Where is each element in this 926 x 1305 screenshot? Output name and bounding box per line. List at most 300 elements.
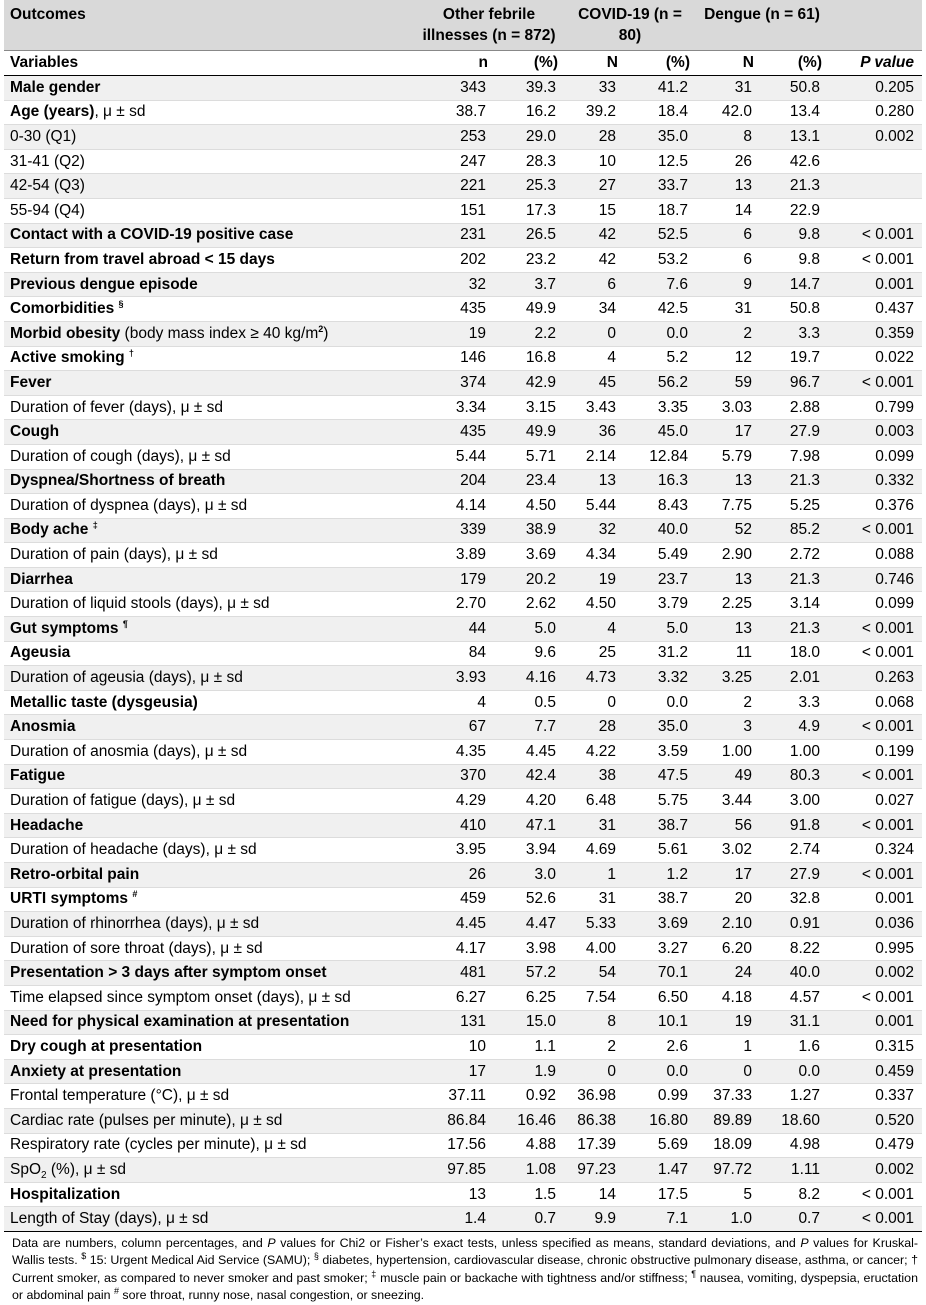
cell-n-covid: 4.00 bbox=[564, 936, 624, 961]
variable-label bbox=[4, 420, 414, 445]
variable-name: Duration of cough (days), μ ± sd bbox=[10, 447, 231, 465]
cell-pct-covid: 17.5 bbox=[624, 1182, 696, 1207]
cell-n-other: 6.27 bbox=[414, 985, 494, 1010]
table-row bbox=[4, 76, 922, 101]
cell-pct-other: 39.3 bbox=[494, 76, 564, 101]
variable-label bbox=[4, 125, 414, 150]
cell-n-covid: 4.22 bbox=[564, 740, 624, 765]
cell-p-value: < 0.001 bbox=[828, 715, 922, 740]
variable-name: URTI symptoms bbox=[10, 890, 128, 908]
footnote-text: nausea, vomiting, dyspepsia, eructation or abdominal pain bbox=[12, 1270, 918, 1303]
cell-pct-covid: 3.79 bbox=[624, 592, 696, 617]
cell-n-covid: 19 bbox=[564, 567, 624, 592]
table-row bbox=[4, 469, 922, 494]
cell-pct-dengue: 18.60 bbox=[760, 1108, 828, 1133]
cell-n-dengue: 6.20 bbox=[696, 936, 760, 961]
cell-n-dengue: 5.79 bbox=[696, 444, 760, 469]
variable-name: Duration of headache (days), μ ± sd bbox=[10, 841, 257, 859]
variable-label bbox=[4, 297, 414, 322]
variable-name: Metallic taste (dysgeusia) bbox=[10, 693, 198, 711]
cell-n-covid: 31 bbox=[564, 813, 624, 838]
cell-pct-covid: 41.2 bbox=[624, 76, 696, 101]
cell-n-covid: 6 bbox=[564, 272, 624, 297]
variable-label bbox=[4, 985, 414, 1010]
footnote-text: 15: Urgent Medical Aid Service (SAMU); bbox=[86, 1253, 314, 1268]
variable-qualifier: , μ ± sd bbox=[94, 103, 146, 121]
col-p-value: P value bbox=[828, 51, 922, 76]
footnote-text: diabetes, hypertension, cardiovascular disease, chronic obstructive pulmonary disease, asthma, or cancer; † Current smoker, as compared to never smoker and past smoker; bbox=[12, 1253, 918, 1285]
cell-pct-covid: 23.7 bbox=[624, 567, 696, 592]
cell-pct-dengue: 21.3 bbox=[760, 567, 828, 592]
cell-n-covid: 8 bbox=[564, 1010, 624, 1035]
cell-p-value: 0.003 bbox=[828, 420, 922, 445]
cell-n-dengue: 97.72 bbox=[696, 1158, 760, 1183]
cell-n-dengue: 18.09 bbox=[696, 1133, 760, 1158]
cell-p-value bbox=[828, 174, 922, 199]
cell-n-other: 13 bbox=[414, 1182, 494, 1207]
table-row bbox=[4, 1035, 922, 1060]
cell-n-dengue: 8 bbox=[696, 125, 760, 150]
table-row bbox=[4, 813, 922, 838]
cell-pct-covid: 33.7 bbox=[624, 174, 696, 199]
variable-label bbox=[4, 100, 414, 125]
cell-n-dengue: 6 bbox=[696, 248, 760, 273]
cell-pct-dengue: 3.3 bbox=[760, 690, 828, 715]
cell-pct-covid: 10.1 bbox=[624, 1010, 696, 1035]
table-row bbox=[4, 198, 922, 223]
cell-p-value: 0.022 bbox=[828, 346, 922, 371]
variable-label bbox=[4, 887, 414, 912]
table-row bbox=[4, 863, 922, 888]
cell-p-value: 0.205 bbox=[828, 76, 922, 101]
variable-label bbox=[4, 1108, 414, 1133]
cell-n-other: 410 bbox=[414, 813, 494, 838]
cell-pct-dengue: 4.98 bbox=[760, 1133, 828, 1158]
cell-n-other: 3.95 bbox=[414, 838, 494, 863]
cell-p-value: < 0.001 bbox=[828, 863, 922, 888]
cell-pct-covid: 8.43 bbox=[624, 494, 696, 519]
table-row bbox=[4, 223, 922, 248]
cell-p-value: 0.002 bbox=[828, 961, 922, 986]
cell-pct-covid: 0.0 bbox=[624, 321, 696, 346]
variable-label bbox=[4, 149, 414, 174]
variable-label bbox=[4, 518, 414, 543]
footnote-marker: † bbox=[128, 348, 134, 359]
table-row bbox=[4, 961, 922, 986]
cell-pct-covid: 5.49 bbox=[624, 543, 696, 568]
cell-pct-covid: 3.27 bbox=[624, 936, 696, 961]
table-row bbox=[4, 985, 922, 1010]
cell-n-other: 5.44 bbox=[414, 444, 494, 469]
cell-p-value: 0.068 bbox=[828, 690, 922, 715]
cell-p-value: 0.001 bbox=[828, 887, 922, 912]
cell-pct-covid: 40.0 bbox=[624, 518, 696, 543]
variable-name: Duration of anosmia (days), μ ± sd bbox=[10, 742, 248, 760]
table-row bbox=[4, 740, 922, 765]
cell-pct-covid: 47.5 bbox=[624, 764, 696, 789]
cell-pct-covid: 70.1 bbox=[624, 961, 696, 986]
cell-pct-other: 49.9 bbox=[494, 420, 564, 445]
cell-p-value: 0.001 bbox=[828, 272, 922, 297]
cell-n-dengue: 42.0 bbox=[696, 100, 760, 125]
variable-name: Retro-orbital pain bbox=[10, 865, 140, 883]
cell-pct-other: 5.71 bbox=[494, 444, 564, 469]
cell-pct-other: 17.3 bbox=[494, 198, 564, 223]
variable-label bbox=[4, 543, 414, 568]
cell-pct-dengue: 7.98 bbox=[760, 444, 828, 469]
variable-label bbox=[4, 346, 414, 371]
variable-label bbox=[4, 789, 414, 814]
cell-p-value: 0.437 bbox=[828, 297, 922, 322]
variable-label bbox=[4, 1010, 414, 1035]
cell-pct-covid: 42.5 bbox=[624, 297, 696, 322]
cell-n-dengue: 3.03 bbox=[696, 395, 760, 420]
cell-p-value: 0.359 bbox=[828, 321, 922, 346]
cell-pct-covid: 7.6 bbox=[624, 272, 696, 297]
table-row bbox=[4, 666, 922, 691]
variable-label bbox=[4, 321, 414, 346]
cell-p-value: < 0.001 bbox=[828, 248, 922, 273]
variable-label bbox=[4, 813, 414, 838]
cell-n-covid: 31 bbox=[564, 887, 624, 912]
cell-n-dengue: 2 bbox=[696, 690, 760, 715]
cell-n-other: 435 bbox=[414, 297, 494, 322]
table-row bbox=[4, 764, 922, 789]
cell-n-covid: 4.34 bbox=[564, 543, 624, 568]
table-body bbox=[4, 76, 922, 1232]
table-row bbox=[4, 936, 922, 961]
cell-n-dengue: 56 bbox=[696, 813, 760, 838]
variable-label bbox=[4, 1133, 414, 1158]
cell-pct-covid: 35.0 bbox=[624, 715, 696, 740]
cell-n-covid: 1 bbox=[564, 863, 624, 888]
cell-n-dengue: 3.44 bbox=[696, 789, 760, 814]
table-row bbox=[4, 420, 922, 445]
footnote-symbol: ‡ bbox=[371, 1268, 377, 1279]
cell-pct-dengue: 2.72 bbox=[760, 543, 828, 568]
cell-pct-other: 4.45 bbox=[494, 740, 564, 765]
cell-n-dengue: 1 bbox=[696, 1035, 760, 1060]
cell-n-dengue: 17 bbox=[696, 420, 760, 445]
cell-pct-covid: 12.84 bbox=[624, 444, 696, 469]
cell-n-dengue: 89.89 bbox=[696, 1108, 760, 1133]
cell-pct-covid: 3.59 bbox=[624, 740, 696, 765]
cell-p-value: 0.315 bbox=[828, 1035, 922, 1060]
cell-n-other: 3.89 bbox=[414, 543, 494, 568]
cell-pct-other: 25.3 bbox=[494, 174, 564, 199]
cell-n-dengue: 13 bbox=[696, 567, 760, 592]
cell-n-covid: 5.44 bbox=[564, 494, 624, 519]
cell-pct-other: 42.4 bbox=[494, 764, 564, 789]
cell-n-dengue: 59 bbox=[696, 371, 760, 396]
variable-label bbox=[4, 1158, 414, 1183]
variable-name: Need for physical examination at presentation bbox=[10, 1013, 350, 1031]
cell-n-covid: 34 bbox=[564, 297, 624, 322]
cell-n-covid: 36 bbox=[564, 420, 624, 445]
cell-p-value: 0.099 bbox=[828, 444, 922, 469]
cell-n-other: 26 bbox=[414, 863, 494, 888]
variable-name: Cardiac rate (pulses per minute), μ ± sd bbox=[10, 1111, 283, 1129]
cell-n-other: 2.70 bbox=[414, 592, 494, 617]
cell-n-other: 4.35 bbox=[414, 740, 494, 765]
cell-n-other: 370 bbox=[414, 764, 494, 789]
cell-pct-other: 4.50 bbox=[494, 494, 564, 519]
variable-label bbox=[4, 715, 414, 740]
cell-pct-covid: 1.2 bbox=[624, 863, 696, 888]
variable-label bbox=[4, 223, 414, 248]
table-row bbox=[4, 1158, 922, 1183]
cell-n-covid: 2 bbox=[564, 1035, 624, 1060]
cell-pct-other: 3.7 bbox=[494, 272, 564, 297]
cell-pct-covid: 12.5 bbox=[624, 149, 696, 174]
cell-pct-other: 0.7 bbox=[494, 1207, 564, 1232]
variable-name: Age (years) bbox=[10, 103, 95, 121]
cell-pct-other: 16.46 bbox=[494, 1108, 564, 1133]
cell-n-dengue: 12 bbox=[696, 346, 760, 371]
cell-n-covid: 0 bbox=[564, 1059, 624, 1084]
cell-n-dengue: 6 bbox=[696, 223, 760, 248]
cell-n-covid: 6.48 bbox=[564, 789, 624, 814]
cell-pct-dengue: 2.88 bbox=[760, 395, 828, 420]
cell-pct-dengue: 9.8 bbox=[760, 223, 828, 248]
footnote-symbol: ¶ bbox=[691, 1268, 697, 1279]
cell-p-value: 0.280 bbox=[828, 100, 922, 125]
cell-n-dengue: 1.0 bbox=[696, 1207, 760, 1232]
variable-name: 31-41 (Q2) bbox=[10, 152, 85, 170]
cell-pct-covid: 6.50 bbox=[624, 985, 696, 1010]
cell-pct-other: 4.88 bbox=[494, 1133, 564, 1158]
cell-pct-covid: 18.4 bbox=[624, 100, 696, 125]
cell-n-other: 204 bbox=[414, 469, 494, 494]
cell-n-other: 17.56 bbox=[414, 1133, 494, 1158]
footnote-text: Data are numbers, column percentages, and bbox=[12, 1235, 268, 1250]
table-row bbox=[4, 518, 922, 543]
cell-n-dengue: 4.18 bbox=[696, 985, 760, 1010]
cell-pct-dengue: 40.0 bbox=[760, 961, 828, 986]
table-row bbox=[4, 1108, 922, 1133]
cell-n-dengue: 2.10 bbox=[696, 912, 760, 937]
cell-n-dengue: 31 bbox=[696, 76, 760, 101]
cell-pct-dengue: 13.4 bbox=[760, 100, 828, 125]
cell-p-value: < 0.001 bbox=[828, 813, 922, 838]
variable-name: Frontal temperature (°C), μ ± sd bbox=[10, 1087, 230, 1105]
cell-p-value: < 0.001 bbox=[828, 518, 922, 543]
cell-pct-covid: 16.3 bbox=[624, 469, 696, 494]
table-row bbox=[4, 371, 922, 396]
cell-pct-covid: 45.0 bbox=[624, 420, 696, 445]
cell-n-other: 38.7 bbox=[414, 100, 494, 125]
cell-p-value: < 0.001 bbox=[828, 1182, 922, 1207]
variable-name: 42-54 (Q3) bbox=[10, 177, 85, 195]
variable-name: 55-94 (Q4) bbox=[10, 201, 85, 219]
variable-label bbox=[4, 617, 414, 642]
variable-qualifier: (%), μ ± sd bbox=[46, 1160, 127, 1178]
cell-pct-dengue: 1.00 bbox=[760, 740, 828, 765]
variable-label bbox=[4, 838, 414, 863]
cell-pct-other: 6.25 bbox=[494, 985, 564, 1010]
cell-pct-other: 49.9 bbox=[494, 297, 564, 322]
cell-pct-other: 3.94 bbox=[494, 838, 564, 863]
cell-n-covid: 86.38 bbox=[564, 1108, 624, 1133]
variable-label bbox=[4, 1207, 414, 1232]
cell-n-covid: 42 bbox=[564, 248, 624, 273]
cell-n-other: 37.11 bbox=[414, 1084, 494, 1109]
cell-p-value: 0.332 bbox=[828, 469, 922, 494]
cell-n-covid: 14 bbox=[564, 1182, 624, 1207]
variable-label bbox=[4, 248, 414, 273]
cell-n-other: 10 bbox=[414, 1035, 494, 1060]
cell-n-covid: 42 bbox=[564, 223, 624, 248]
cell-n-other: 4.45 bbox=[414, 912, 494, 937]
cell-pct-dengue: 85.2 bbox=[760, 518, 828, 543]
variable-qualifier: (body mass index ≥ 40 kg/m bbox=[120, 324, 319, 342]
table-row bbox=[4, 592, 922, 617]
variable-label bbox=[4, 371, 414, 396]
cell-p-value: 0.995 bbox=[828, 936, 922, 961]
variable-name: Previous dengue episode bbox=[10, 275, 198, 293]
cell-n-covid: 33 bbox=[564, 76, 624, 101]
cell-n-covid: 4.73 bbox=[564, 666, 624, 691]
cell-n-other: 4.17 bbox=[414, 936, 494, 961]
cell-n-dengue: 13 bbox=[696, 617, 760, 642]
cell-n-dengue: 19 bbox=[696, 1010, 760, 1035]
cell-pct-other: 26.5 bbox=[494, 223, 564, 248]
variable-name: 0-30 (Q1) bbox=[10, 127, 77, 145]
col-pct-dengue: (%) bbox=[760, 51, 828, 76]
variable-name: Length of Stay (days), μ ± sd bbox=[10, 1210, 209, 1228]
cell-n-covid: 28 bbox=[564, 715, 624, 740]
cell-pct-dengue: 4.57 bbox=[760, 985, 828, 1010]
table-row bbox=[4, 1133, 922, 1158]
cell-pct-covid: 18.7 bbox=[624, 198, 696, 223]
variable-name: Morbid obesity bbox=[10, 324, 121, 342]
table-row bbox=[4, 1182, 922, 1207]
cell-n-covid: 4.50 bbox=[564, 592, 624, 617]
variable-name: Duration of fatigue (days), μ ± sd bbox=[10, 792, 236, 810]
variable-name: Comorbidities bbox=[10, 300, 115, 318]
table-row bbox=[4, 1010, 922, 1035]
table-row bbox=[4, 494, 922, 519]
cell-p-value: < 0.001 bbox=[828, 371, 922, 396]
cell-p-value: 0.199 bbox=[828, 740, 922, 765]
cell-pct-dengue: 27.9 bbox=[760, 420, 828, 445]
cell-pct-dengue: 50.8 bbox=[760, 297, 828, 322]
cell-n-dengue: 13 bbox=[696, 174, 760, 199]
cell-pct-other: 3.98 bbox=[494, 936, 564, 961]
cell-pct-other: 23.4 bbox=[494, 469, 564, 494]
cell-n-other: 44 bbox=[414, 617, 494, 642]
cell-pct-dengue: 18.0 bbox=[760, 641, 828, 666]
cell-n-covid: 2.14 bbox=[564, 444, 624, 469]
cell-n-covid: 5.33 bbox=[564, 912, 624, 937]
table-row bbox=[4, 641, 922, 666]
table-row bbox=[4, 125, 922, 150]
footnote-text: sore throat, runny nose, nasal congestion, or sneezing. bbox=[118, 1288, 425, 1303]
cell-pct-dengue: 3.14 bbox=[760, 592, 828, 617]
table-row bbox=[4, 567, 922, 592]
cell-n-covid: 3.43 bbox=[564, 395, 624, 420]
results-document bbox=[4, 0, 922, 1305]
cell-pct-dengue: 1.6 bbox=[760, 1035, 828, 1060]
cell-pct-other: 1.5 bbox=[494, 1182, 564, 1207]
cell-n-covid: 0 bbox=[564, 321, 624, 346]
cell-n-covid: 54 bbox=[564, 961, 624, 986]
variable-name: Fever bbox=[10, 373, 52, 391]
variable-label bbox=[4, 1182, 414, 1207]
cell-p-value: 0.027 bbox=[828, 789, 922, 814]
variable-name: Fatigue bbox=[10, 767, 66, 785]
variable-name: Time elapsed since symptom onset (days), μ ± sd bbox=[10, 988, 351, 1006]
variable-label bbox=[4, 1084, 414, 1109]
variable-name: Presentation > 3 days after symptom onset bbox=[10, 964, 327, 982]
table-row bbox=[4, 174, 922, 199]
cell-pct-other: 28.3 bbox=[494, 149, 564, 174]
cell-n-covid: 9.9 bbox=[564, 1207, 624, 1232]
table-row bbox=[4, 444, 922, 469]
cell-n-other: 481 bbox=[414, 961, 494, 986]
variable-name: Duration of pain (days), μ ± sd bbox=[10, 546, 218, 564]
cell-p-value: 0.036 bbox=[828, 912, 922, 937]
table-row bbox=[4, 1207, 922, 1232]
cell-p-value: 0.002 bbox=[828, 125, 922, 150]
variable-label bbox=[4, 936, 414, 961]
table-row bbox=[4, 543, 922, 568]
cell-n-covid: 25 bbox=[564, 641, 624, 666]
cell-p-value: 0.099 bbox=[828, 592, 922, 617]
col-pct-other: (%) bbox=[494, 51, 564, 76]
cell-pct-other: 0.5 bbox=[494, 690, 564, 715]
cell-n-dengue: 5 bbox=[696, 1182, 760, 1207]
cell-pct-dengue: 0.0 bbox=[760, 1059, 828, 1084]
cell-n-other: 17 bbox=[414, 1059, 494, 1084]
cell-n-other: 3.93 bbox=[414, 666, 494, 691]
cell-pct-other: 2.62 bbox=[494, 592, 564, 617]
cell-pct-dengue: 19.7 bbox=[760, 346, 828, 371]
cell-pct-covid: 38.7 bbox=[624, 887, 696, 912]
cell-n-covid: 4.69 bbox=[564, 838, 624, 863]
cell-pct-dengue: 91.8 bbox=[760, 813, 828, 838]
cell-pct-dengue: 13.1 bbox=[760, 125, 828, 150]
cell-pct-other: 52.6 bbox=[494, 887, 564, 912]
cell-n-dengue: 17 bbox=[696, 863, 760, 888]
cell-p-value: 0.459 bbox=[828, 1059, 922, 1084]
cell-n-other: 231 bbox=[414, 223, 494, 248]
cell-pct-dengue: 8.22 bbox=[760, 936, 828, 961]
cell-n-dengue: 2 bbox=[696, 321, 760, 346]
cell-pct-dengue: 2.74 bbox=[760, 838, 828, 863]
cell-pct-dengue: 4.9 bbox=[760, 715, 828, 740]
cell-n-dengue: 3.02 bbox=[696, 838, 760, 863]
table-row bbox=[4, 789, 922, 814]
cell-n-covid: 17.39 bbox=[564, 1133, 624, 1158]
cell-n-dengue: 52 bbox=[696, 518, 760, 543]
table-row bbox=[4, 346, 922, 371]
variable-name: Return from travel abroad < 15 days bbox=[10, 250, 275, 268]
cell-n-dengue: 1.00 bbox=[696, 740, 760, 765]
cell-n-other: 67 bbox=[414, 715, 494, 740]
footnote-marker: ‡ bbox=[92, 520, 98, 531]
cell-p-value: 0.376 bbox=[828, 494, 922, 519]
cell-n-other: 343 bbox=[414, 76, 494, 101]
cell-pct-dengue: 5.25 bbox=[760, 494, 828, 519]
cell-n-other: 374 bbox=[414, 371, 494, 396]
cell-p-value: < 0.001 bbox=[828, 223, 922, 248]
cell-n-dengue: 20 bbox=[696, 887, 760, 912]
cell-pct-other: 3.0 bbox=[494, 863, 564, 888]
cell-p-value: 0.088 bbox=[828, 543, 922, 568]
cell-pct-covid: 1.47 bbox=[624, 1158, 696, 1183]
col-n-covid: N bbox=[564, 51, 624, 76]
